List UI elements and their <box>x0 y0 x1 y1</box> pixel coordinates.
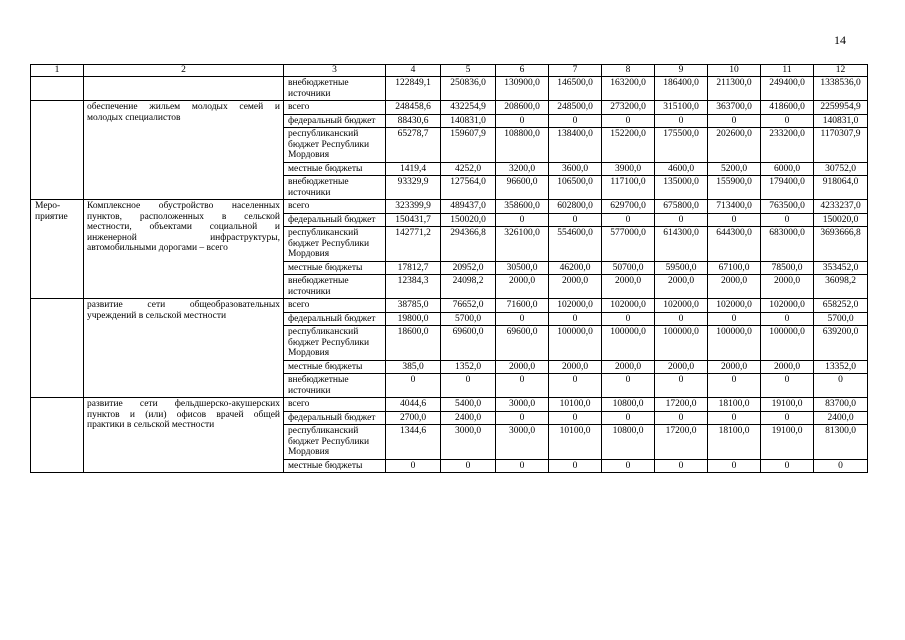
measure-name-cell: обеспечение жильем молодых семей и молодых специалистов <box>84 101 284 200</box>
amount-cell: 2400,0 <box>814 411 868 425</box>
amount-cell: 146500,0 <box>549 77 602 101</box>
funding-source-cell: внебюджетные источники <box>284 176 386 200</box>
amount-cell: 0 <box>441 459 496 473</box>
amount-cell: 3693666,8 <box>814 227 868 262</box>
amount-cell: 248500,0 <box>549 101 602 115</box>
col-header: 7 <box>549 65 602 77</box>
amount-cell: 4233237,0 <box>814 200 868 214</box>
funding-source-cell: федеральный бюджет <box>284 312 386 326</box>
amount-cell: 2000,0 <box>761 275 814 299</box>
amount-cell: 88430,6 <box>386 114 441 128</box>
amount-cell: 140831,0 <box>814 114 868 128</box>
table-row <box>31 77 868 101</box>
amount-cell: 65278,7 <box>386 128 441 163</box>
amount-cell: 69600,0 <box>441 326 496 361</box>
amount-cell: 122849,1 <box>386 77 441 101</box>
amount-cell: 0 <box>761 459 814 473</box>
amount-cell: 38785,0 <box>386 299 441 313</box>
amount-cell: 0 <box>655 312 708 326</box>
amount-cell: 102000,0 <box>655 299 708 313</box>
amount-cell: 0 <box>441 374 496 398</box>
amount-cell: 12384,3 <box>386 275 441 299</box>
amount-cell: 20952,0 <box>441 261 496 275</box>
funding-source-cell: республиканский бюджет Республики Мордовия <box>284 326 386 361</box>
amount-cell: 2000,0 <box>602 275 655 299</box>
amount-cell: 0 <box>814 459 868 473</box>
amount-cell: 2000,0 <box>655 360 708 374</box>
measure-name-cell: Комплексное обустройство населенных пунктов, расположенных в сельской местности, объектами социальной и инженерной инфраструктуры, автомобильными дорогами – всего <box>84 200 284 299</box>
measure-type-cell: Меро-приятие <box>31 200 84 299</box>
funding-source-cell: республиканский бюджет Республики Мордовия <box>284 425 386 460</box>
col-header: 12 <box>814 65 868 77</box>
amount-cell: 50700,0 <box>602 261 655 275</box>
amount-cell: 2000,0 <box>655 275 708 299</box>
amount-cell: 273200,0 <box>602 101 655 115</box>
amount-cell: 0 <box>761 374 814 398</box>
amount-cell: 71600,0 <box>496 299 549 313</box>
amount-cell: 358600,0 <box>496 200 549 214</box>
amount-cell: 675800,0 <box>655 200 708 214</box>
amount-cell: 100000,0 <box>655 326 708 361</box>
amount-cell: 4252,0 <box>441 162 496 176</box>
amount-cell: 96600,0 <box>496 176 549 200</box>
amount-cell: 102000,0 <box>761 299 814 313</box>
amount-cell: 78500,0 <box>761 261 814 275</box>
amount-cell: 108800,0 <box>496 128 549 163</box>
amount-cell: 10800,0 <box>602 398 655 412</box>
amount-cell: 100000,0 <box>761 326 814 361</box>
amount-cell: 1352,0 <box>441 360 496 374</box>
amount-cell: 629700,0 <box>602 200 655 214</box>
amount-cell: 69600,0 <box>496 326 549 361</box>
amount-cell: 0 <box>708 213 761 227</box>
amount-cell: 4600,0 <box>655 162 708 176</box>
amount-cell: 130900,0 <box>496 77 549 101</box>
amount-cell: 186400,0 <box>655 77 708 101</box>
amount-cell: 150020,0 <box>814 213 868 227</box>
amount-cell: 102000,0 <box>708 299 761 313</box>
table-row <box>31 398 868 412</box>
amount-cell: 0 <box>549 213 602 227</box>
amount-cell: 432254,9 <box>441 101 496 115</box>
amount-cell: 2000,0 <box>496 360 549 374</box>
funding-source-cell: всего <box>284 299 386 313</box>
amount-cell: 19800,0 <box>386 312 441 326</box>
amount-cell: 294366,8 <box>441 227 496 262</box>
amount-cell: 152200,0 <box>602 128 655 163</box>
amount-cell: 142771,2 <box>386 227 441 262</box>
amount-cell: 0 <box>386 374 441 398</box>
amount-cell: 0 <box>602 411 655 425</box>
table-body <box>31 77 868 473</box>
amount-cell: 326100,0 <box>496 227 549 262</box>
amount-cell: 2259954,9 <box>814 101 868 115</box>
amount-cell: 140831,0 <box>441 114 496 128</box>
amount-cell: 918064,0 <box>814 176 868 200</box>
amount-cell: 250836,0 <box>441 77 496 101</box>
amount-cell: 0 <box>496 213 549 227</box>
amount-cell: 46200,0 <box>549 261 602 275</box>
amount-cell: 135000,0 <box>655 176 708 200</box>
col-header: 5 <box>441 65 496 77</box>
amount-cell: 577000,0 <box>602 227 655 262</box>
amount-cell: 81300,0 <box>814 425 868 460</box>
amount-cell: 211300,0 <box>708 77 761 101</box>
funding-source-cell: республиканский бюджет Республики Мордовия <box>284 227 386 262</box>
amount-cell: 18100,0 <box>708 425 761 460</box>
amount-cell: 3600,0 <box>549 162 602 176</box>
amount-cell: 59500,0 <box>655 261 708 275</box>
amount-cell: 0 <box>655 213 708 227</box>
amount-cell: 683000,0 <box>761 227 814 262</box>
amount-cell: 67100,0 <box>708 261 761 275</box>
amount-cell: 19100,0 <box>761 425 814 460</box>
amount-cell: 0 <box>708 312 761 326</box>
amount-cell: 0 <box>549 459 602 473</box>
amount-cell: 315100,0 <box>655 101 708 115</box>
amount-cell: 2000,0 <box>549 275 602 299</box>
amount-cell: 602800,0 <box>549 200 602 214</box>
amount-cell: 323399,9 <box>386 200 441 214</box>
amount-cell: 2400,0 <box>441 411 496 425</box>
amount-cell: 30752,0 <box>814 162 868 176</box>
amount-cell: 0 <box>814 374 868 398</box>
amount-cell: 0 <box>761 411 814 425</box>
amount-cell: 2000,0 <box>602 360 655 374</box>
amount-cell: 0 <box>655 459 708 473</box>
col-header: 8 <box>602 65 655 77</box>
funding-source-cell: местные бюджеты <box>284 360 386 374</box>
amount-cell: 93329,9 <box>386 176 441 200</box>
amount-cell: 2000,0 <box>761 360 814 374</box>
col-header: 9 <box>655 65 708 77</box>
amount-cell: 0 <box>602 459 655 473</box>
amount-cell: 150431,7 <box>386 213 441 227</box>
funding-source-cell: местные бюджеты <box>284 261 386 275</box>
measure-type-cell <box>31 77 84 101</box>
amount-cell: 3000,0 <box>496 398 549 412</box>
amount-cell: 0 <box>708 411 761 425</box>
amount-cell: 18100,0 <box>708 398 761 412</box>
amount-cell: 0 <box>655 411 708 425</box>
funding-source-cell: федеральный бюджет <box>284 114 386 128</box>
col-header: 6 <box>496 65 549 77</box>
measure-name-cell: развитие сети общеобразовательных учреждений в сельской местности <box>84 299 284 398</box>
amount-cell: 1344,6 <box>386 425 441 460</box>
amount-cell: 0 <box>602 374 655 398</box>
amount-cell: 117100,0 <box>602 176 655 200</box>
measure-type-cell <box>31 299 84 398</box>
col-header: 2 <box>84 65 284 77</box>
amount-cell: 0 <box>602 213 655 227</box>
amount-cell: 0 <box>386 459 441 473</box>
amount-cell: 10100,0 <box>549 425 602 460</box>
amount-cell: 17200,0 <box>655 425 708 460</box>
amount-cell: 0 <box>655 374 708 398</box>
amount-cell: 0 <box>761 312 814 326</box>
measure-type-cell <box>31 398 84 473</box>
amount-cell: 353452,0 <box>814 261 868 275</box>
amount-cell: 0 <box>708 374 761 398</box>
amount-cell: 30500,0 <box>496 261 549 275</box>
amount-cell: 102000,0 <box>602 299 655 313</box>
amount-cell: 2000,0 <box>708 275 761 299</box>
amount-cell: 76652,0 <box>441 299 496 313</box>
funding-source-cell: республиканский бюджет Республики Мордовия <box>284 128 386 163</box>
funding-source-cell: местные бюджеты <box>284 459 386 473</box>
amount-cell: 83700,0 <box>814 398 868 412</box>
amount-cell: 614300,0 <box>655 227 708 262</box>
amount-cell: 3000,0 <box>441 425 496 460</box>
amount-cell: 0 <box>602 312 655 326</box>
amount-cell: 1338536,0 <box>814 77 868 101</box>
amount-cell: 100000,0 <box>549 326 602 361</box>
amount-cell: 106500,0 <box>549 176 602 200</box>
amount-cell: 2000,0 <box>549 360 602 374</box>
amount-cell: 0 <box>549 411 602 425</box>
amount-cell: 24098,2 <box>441 275 496 299</box>
budget-table <box>30 64 868 473</box>
amount-cell: 418600,0 <box>761 101 814 115</box>
funding-source-cell: внебюджетные источники <box>284 77 386 101</box>
amount-cell: 10800,0 <box>602 425 655 460</box>
amount-cell: 4044,6 <box>386 398 441 412</box>
amount-cell: 5700,0 <box>814 312 868 326</box>
measure-name-cell: развитие сети фельдшерско-акушерских пунктов и (или) офисов врачей общей практики в сельской местности <box>84 398 284 473</box>
amount-cell: 233200,0 <box>761 128 814 163</box>
amount-cell: 0 <box>761 114 814 128</box>
amount-cell: 138400,0 <box>549 128 602 163</box>
amount-cell: 0 <box>496 312 549 326</box>
amount-cell: 155900,0 <box>708 176 761 200</box>
amount-cell: 19100,0 <box>761 398 814 412</box>
amount-cell: 0 <box>549 114 602 128</box>
page-number: 14 <box>834 33 846 47</box>
amount-cell: 3200,0 <box>496 162 549 176</box>
amount-cell: 17200,0 <box>655 398 708 412</box>
amount-cell: 0 <box>708 114 761 128</box>
amount-cell: 0 <box>496 374 549 398</box>
funding-source-cell: всего <box>284 101 386 115</box>
amount-cell: 363700,0 <box>708 101 761 115</box>
col-header: 10 <box>708 65 761 77</box>
amount-cell: 202600,0 <box>708 128 761 163</box>
amount-cell: 763500,0 <box>761 200 814 214</box>
amount-cell: 179400,0 <box>761 176 814 200</box>
amount-cell: 0 <box>655 114 708 128</box>
amount-cell: 3900,0 <box>602 162 655 176</box>
col-header: 4 <box>386 65 441 77</box>
amount-cell: 100000,0 <box>602 326 655 361</box>
amount-cell: 159607,9 <box>441 128 496 163</box>
col-header: 3 <box>284 65 386 77</box>
amount-cell: 6000,0 <box>761 162 814 176</box>
amount-cell: 0 <box>496 411 549 425</box>
amount-cell: 5700,0 <box>441 312 496 326</box>
amount-cell: 36098,2 <box>814 275 868 299</box>
amount-cell: 2700,0 <box>386 411 441 425</box>
amount-cell: 0 <box>761 213 814 227</box>
amount-cell: 248458,6 <box>386 101 441 115</box>
amount-cell: 0 <box>602 114 655 128</box>
funding-source-cell: всего <box>284 200 386 214</box>
amount-cell: 1419,4 <box>386 162 441 176</box>
amount-cell: 1170307,9 <box>814 128 868 163</box>
amount-cell: 102000,0 <box>549 299 602 313</box>
measure-type-cell <box>31 101 84 200</box>
amount-cell: 0 <box>549 312 602 326</box>
amount-cell: 150020,0 <box>441 213 496 227</box>
amount-cell: 0 <box>496 459 549 473</box>
amount-cell: 127564,0 <box>441 176 496 200</box>
amount-cell: 163200,0 <box>602 77 655 101</box>
amount-cell: 0 <box>549 374 602 398</box>
measure-name-cell <box>84 77 284 101</box>
header-row <box>31 65 868 77</box>
funding-source-cell: внебюджетные источники <box>284 275 386 299</box>
amount-cell: 639200,0 <box>814 326 868 361</box>
amount-cell: 208600,0 <box>496 101 549 115</box>
amount-cell: 3000,0 <box>496 425 549 460</box>
amount-cell: 0 <box>708 459 761 473</box>
amount-cell: 175500,0 <box>655 128 708 163</box>
funding-source-cell: местные бюджеты <box>284 162 386 176</box>
table-row <box>31 299 868 313</box>
funding-source-cell: федеральный бюджет <box>284 411 386 425</box>
col-header: 1 <box>31 65 84 77</box>
amount-cell: 10100,0 <box>549 398 602 412</box>
amount-cell: 489437,0 <box>441 200 496 214</box>
funding-source-cell: федеральный бюджет <box>284 213 386 227</box>
amount-cell: 0 <box>496 114 549 128</box>
amount-cell: 385,0 <box>386 360 441 374</box>
table-row <box>31 101 868 115</box>
amount-cell: 2000,0 <box>496 275 549 299</box>
amount-cell: 2000,0 <box>708 360 761 374</box>
funding-source-cell: внебюджетные источники <box>284 374 386 398</box>
col-header: 11 <box>761 65 814 77</box>
amount-cell: 17812,7 <box>386 261 441 275</box>
table-row <box>31 200 868 214</box>
amount-cell: 5400,0 <box>441 398 496 412</box>
amount-cell: 644300,0 <box>708 227 761 262</box>
amount-cell: 18600,0 <box>386 326 441 361</box>
amount-cell: 100000,0 <box>708 326 761 361</box>
amount-cell: 13352,0 <box>814 360 868 374</box>
amount-cell: 658252,0 <box>814 299 868 313</box>
amount-cell: 249400,0 <box>761 77 814 101</box>
amount-cell: 554600,0 <box>549 227 602 262</box>
amount-cell: 713400,0 <box>708 200 761 214</box>
amount-cell: 5200,0 <box>708 162 761 176</box>
funding-source-cell: всего <box>284 398 386 412</box>
